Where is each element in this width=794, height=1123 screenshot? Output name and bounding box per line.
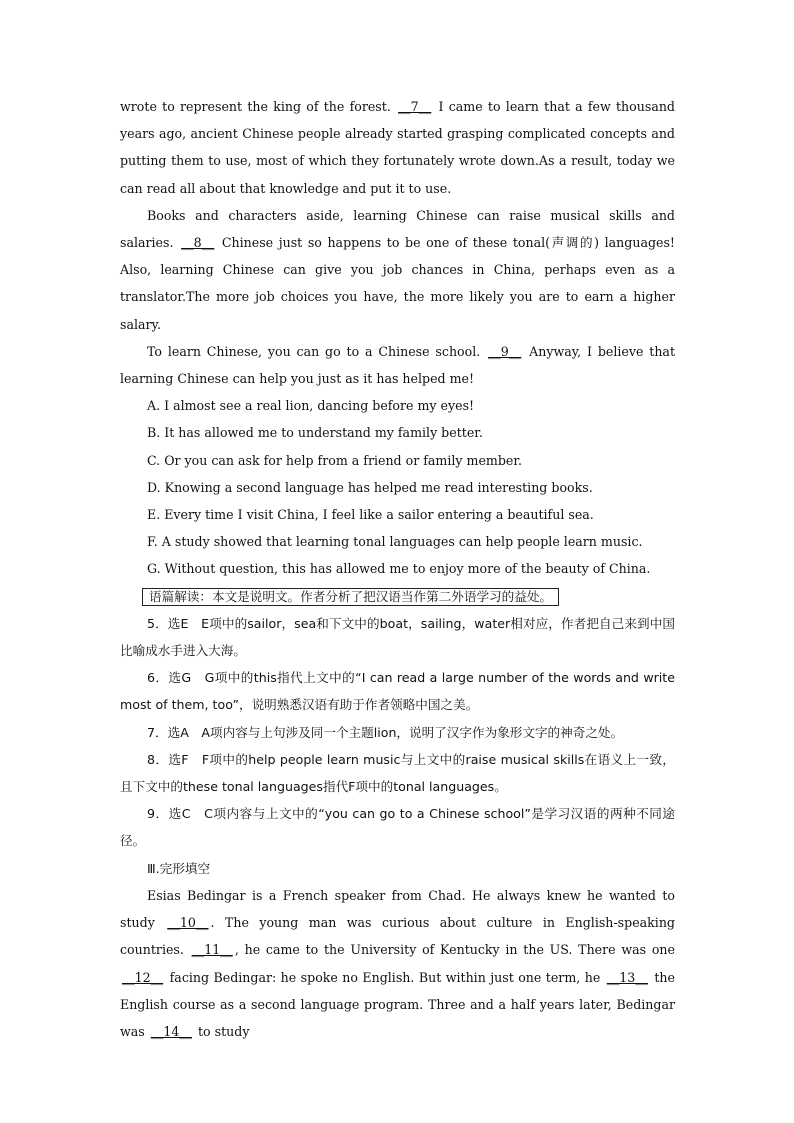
text: To learn Chinese, you can go to a Chinese school. (147, 343, 487, 359)
option-e: E. Every time I visit China, I feel like a sailor entering a beautiful sea. (147, 507, 594, 523)
passage-paragraph (120, 93, 675, 202)
text: Books and characters aside, learning Chinese can raise musical skills and salaries. (120, 207, 675, 251)
cloze-paragraph (120, 882, 675, 1045)
option-a: A. I almost see a real lion, dancing before my eyes! (147, 398, 475, 414)
text: I came to learn that a few thousand years ago, ancient Chinese people already started grasping complicated concepts and putting them to use, most of which they fortunately wrote down.As a result, today we can read all about that knowledge and put it to use. (120, 99, 675, 196)
option-b: B. It has allowed me to understand my family better. (147, 425, 483, 441)
blank-9: __9__ (488, 343, 522, 359)
text: the English course as a second language program. Three and a half years later, Bedingar was (120, 969, 675, 1039)
option-c: C. Or you can ask for help from a friend or family member. (147, 452, 522, 468)
text: Esias Bedingar is a French speaker from Chad. He always knew he wanted to study (120, 887, 675, 931)
answer-9: 9．选C C项内容与上文中的“you can go to a Chinese school”是学习汉语的两种不同途径。 (120, 806, 675, 849)
blank-11: __11__ (191, 942, 233, 958)
passage-paragraph (120, 338, 675, 392)
document-content (120, 93, 675, 1045)
interpretation-box: 语篇解读：本文是说明文。作者分析了把汉语当作第二外语学习的益处。 (142, 588, 559, 606)
answer-8: 8．选F F项中的help people learn music与上文中的raise musical skills在语义上一致，且下文中的these tonal languages指代F项中的tonal languages。 (120, 751, 675, 795)
text: Chinese just so happens to be one of these tonal(声调的) languages! Also, learning Chinese can give you job chances in China, perhaps even as a translator.The more job choices you have, the more likely you are to earn a higher salary. (120, 235, 675, 332)
answer-7: 7．选A A项内容与上句涉及同一个主题lion，说明了汉字作为象形文字的神奇之处。 (147, 724, 624, 740)
passage-paragraph (120, 202, 675, 338)
option-f: F. A study showed that learning tonal languages can help people learn music. (147, 534, 643, 550)
blank-8: __8__ (181, 235, 215, 251)
answer-5: 5．选E E项中的sailor，sea和下文中的boat，sailing，water相对应，作者把自己来到中国比喻成水手进入大海。 (120, 615, 675, 659)
blank-7: __7__ (398, 99, 432, 114)
interpretation-line (120, 583, 675, 610)
blank-14: __14__ (150, 1023, 192, 1039)
blank-12: __12__ (122, 969, 164, 985)
section-heading: Ⅲ.完形填空 (147, 860, 211, 876)
option-d: D. Knowing a second language has helped me read interesting books. (147, 479, 593, 495)
text: . The young man was curious about culture in English-speaking countries. (120, 915, 675, 958)
text: facing Bedingar: he spoke no English. But within just one term, he (165, 969, 605, 985)
answer-6: 6．选G G项中的this指代上文中的“I can read a large number of the words and write most of them, too”，说明熟悉汉语有助于作者领略中国之美。 (120, 670, 675, 713)
text: wrote to represent the king of the forest. (120, 99, 397, 114)
blank-10: __10__ (167, 915, 209, 931)
text: , he came to the University of Kentucky in the US. There was one (234, 942, 675, 958)
blank-13: __13__ (606, 969, 648, 985)
text: to study (193, 1023, 250, 1039)
text: Anyway, I believe that learning Chinese can help you just as it has helped me! (120, 343, 675, 387)
option-g: G. Without question, this has allowed me to enjoy more of the beauty of China. (147, 561, 651, 577)
